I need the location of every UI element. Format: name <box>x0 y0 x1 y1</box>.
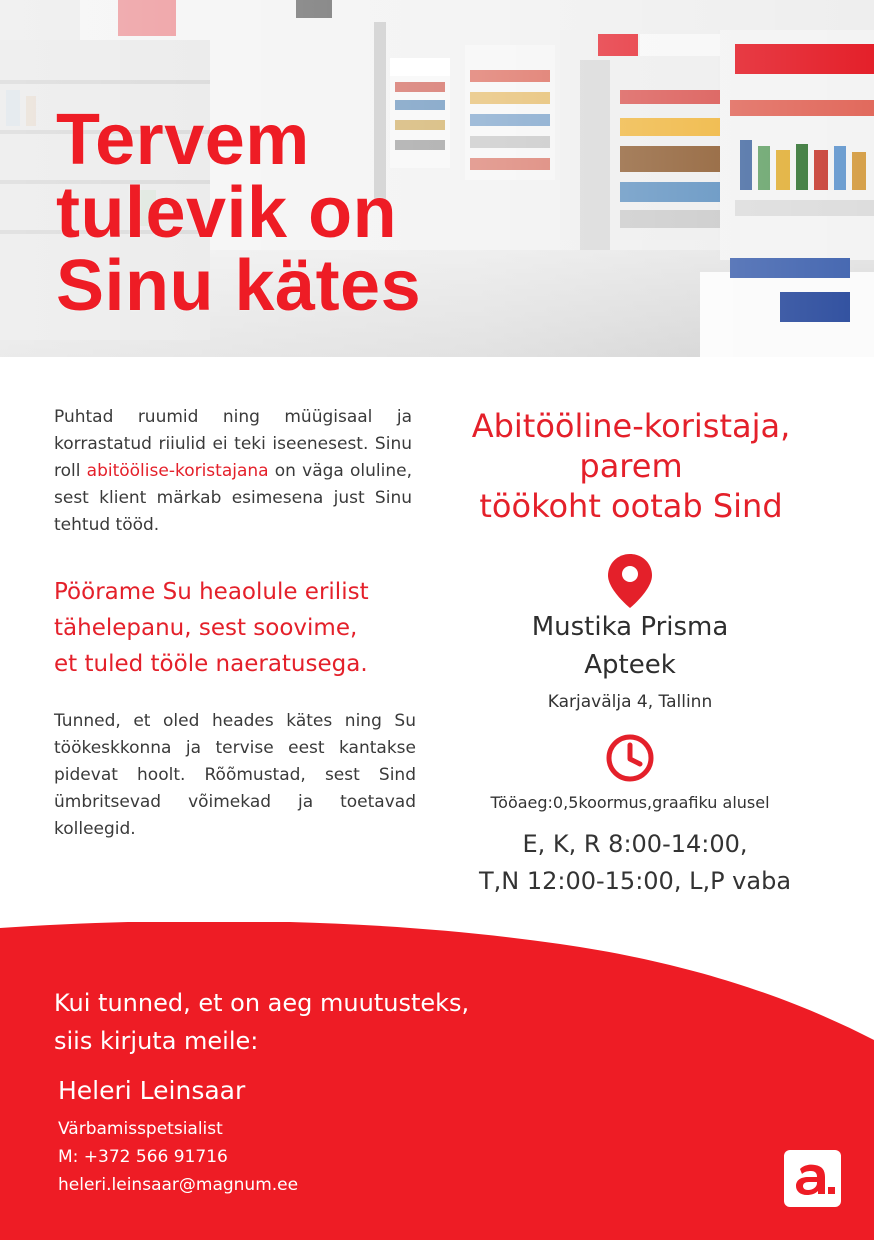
hours-line: T,N 12:00-15:00, L,P vaba <box>478 867 792 895</box>
job-title-line: parem <box>579 447 683 485</box>
contact-email[interactable]: heleri.leinsaar@magnum.ee <box>58 1175 299 1195</box>
headline-line: Sinu kätes <box>56 246 422 326</box>
store-name-line: Mustika Prisma <box>531 612 729 642</box>
apotheka-logo-icon <box>784 1150 841 1207</box>
cta-text <box>54 984 469 1060</box>
highlight-line: Pöörame Su heaolule erilist <box>54 579 369 605</box>
working-hours <box>440 826 830 900</box>
hero-headline <box>56 100 422 326</box>
cta-line: Kui tunned, et on aeg muutusteks, <box>54 989 470 1017</box>
highlight-line: tähelepanu, sest soovime, <box>54 615 358 641</box>
wellbeing-highlight <box>54 574 434 682</box>
worktime-label: Tööaeg:0,5koormus,graafiku alusel <box>490 793 770 812</box>
intro-text: on väga oluline, sest klient märkab esimesena just Sinu tehtud tööd. <box>54 461 412 535</box>
cta-line: siis kirjuta meile: <box>54 1027 259 1055</box>
role-highlight: abitöölise-koristajana <box>86 461 269 481</box>
highlight-line: et tuled tööle naeratusega. <box>54 651 368 677</box>
job-title-line: Abitööline-koristaja, <box>471 407 791 445</box>
intro-text: Puhtad ruumid ning müügisaal ja korrastatud riiulid ei teki iseenesest. Sinu roll <box>54 407 412 481</box>
contact-details <box>58 1115 298 1199</box>
hours-line: E, K, R 8:00-14:00, <box>522 830 748 858</box>
care-paragraph: Tunned, et oled heades kätes ning Su töökeskkonna ja tervise eest kantakse pidevat hoolt. Rõõmustad, sest Sind ümbritsevad võimekad ja toetavad kolleegid. <box>54 711 416 839</box>
job-title <box>448 406 814 526</box>
store-name <box>480 608 780 684</box>
contact-title: Värbamisspetsialist <box>58 1119 223 1139</box>
headline-line: tulevik on <box>56 173 398 253</box>
headline-line: Tervem <box>56 100 310 180</box>
clock-icon <box>605 733 655 783</box>
store-name-line: Apteek <box>584 650 676 680</box>
contact-name: Heleri Leinsaar <box>58 1076 246 1105</box>
map-pin-icon <box>606 552 654 610</box>
hero-banner <box>0 0 874 357</box>
intro-paragraph <box>54 404 412 539</box>
contact-phone[interactable]: M: +372 566 91716 <box>58 1147 228 1167</box>
store-address: Karjavälja 4, Tallinn <box>547 692 713 712</box>
job-title-line: töökoht ootab Sind <box>479 487 783 525</box>
